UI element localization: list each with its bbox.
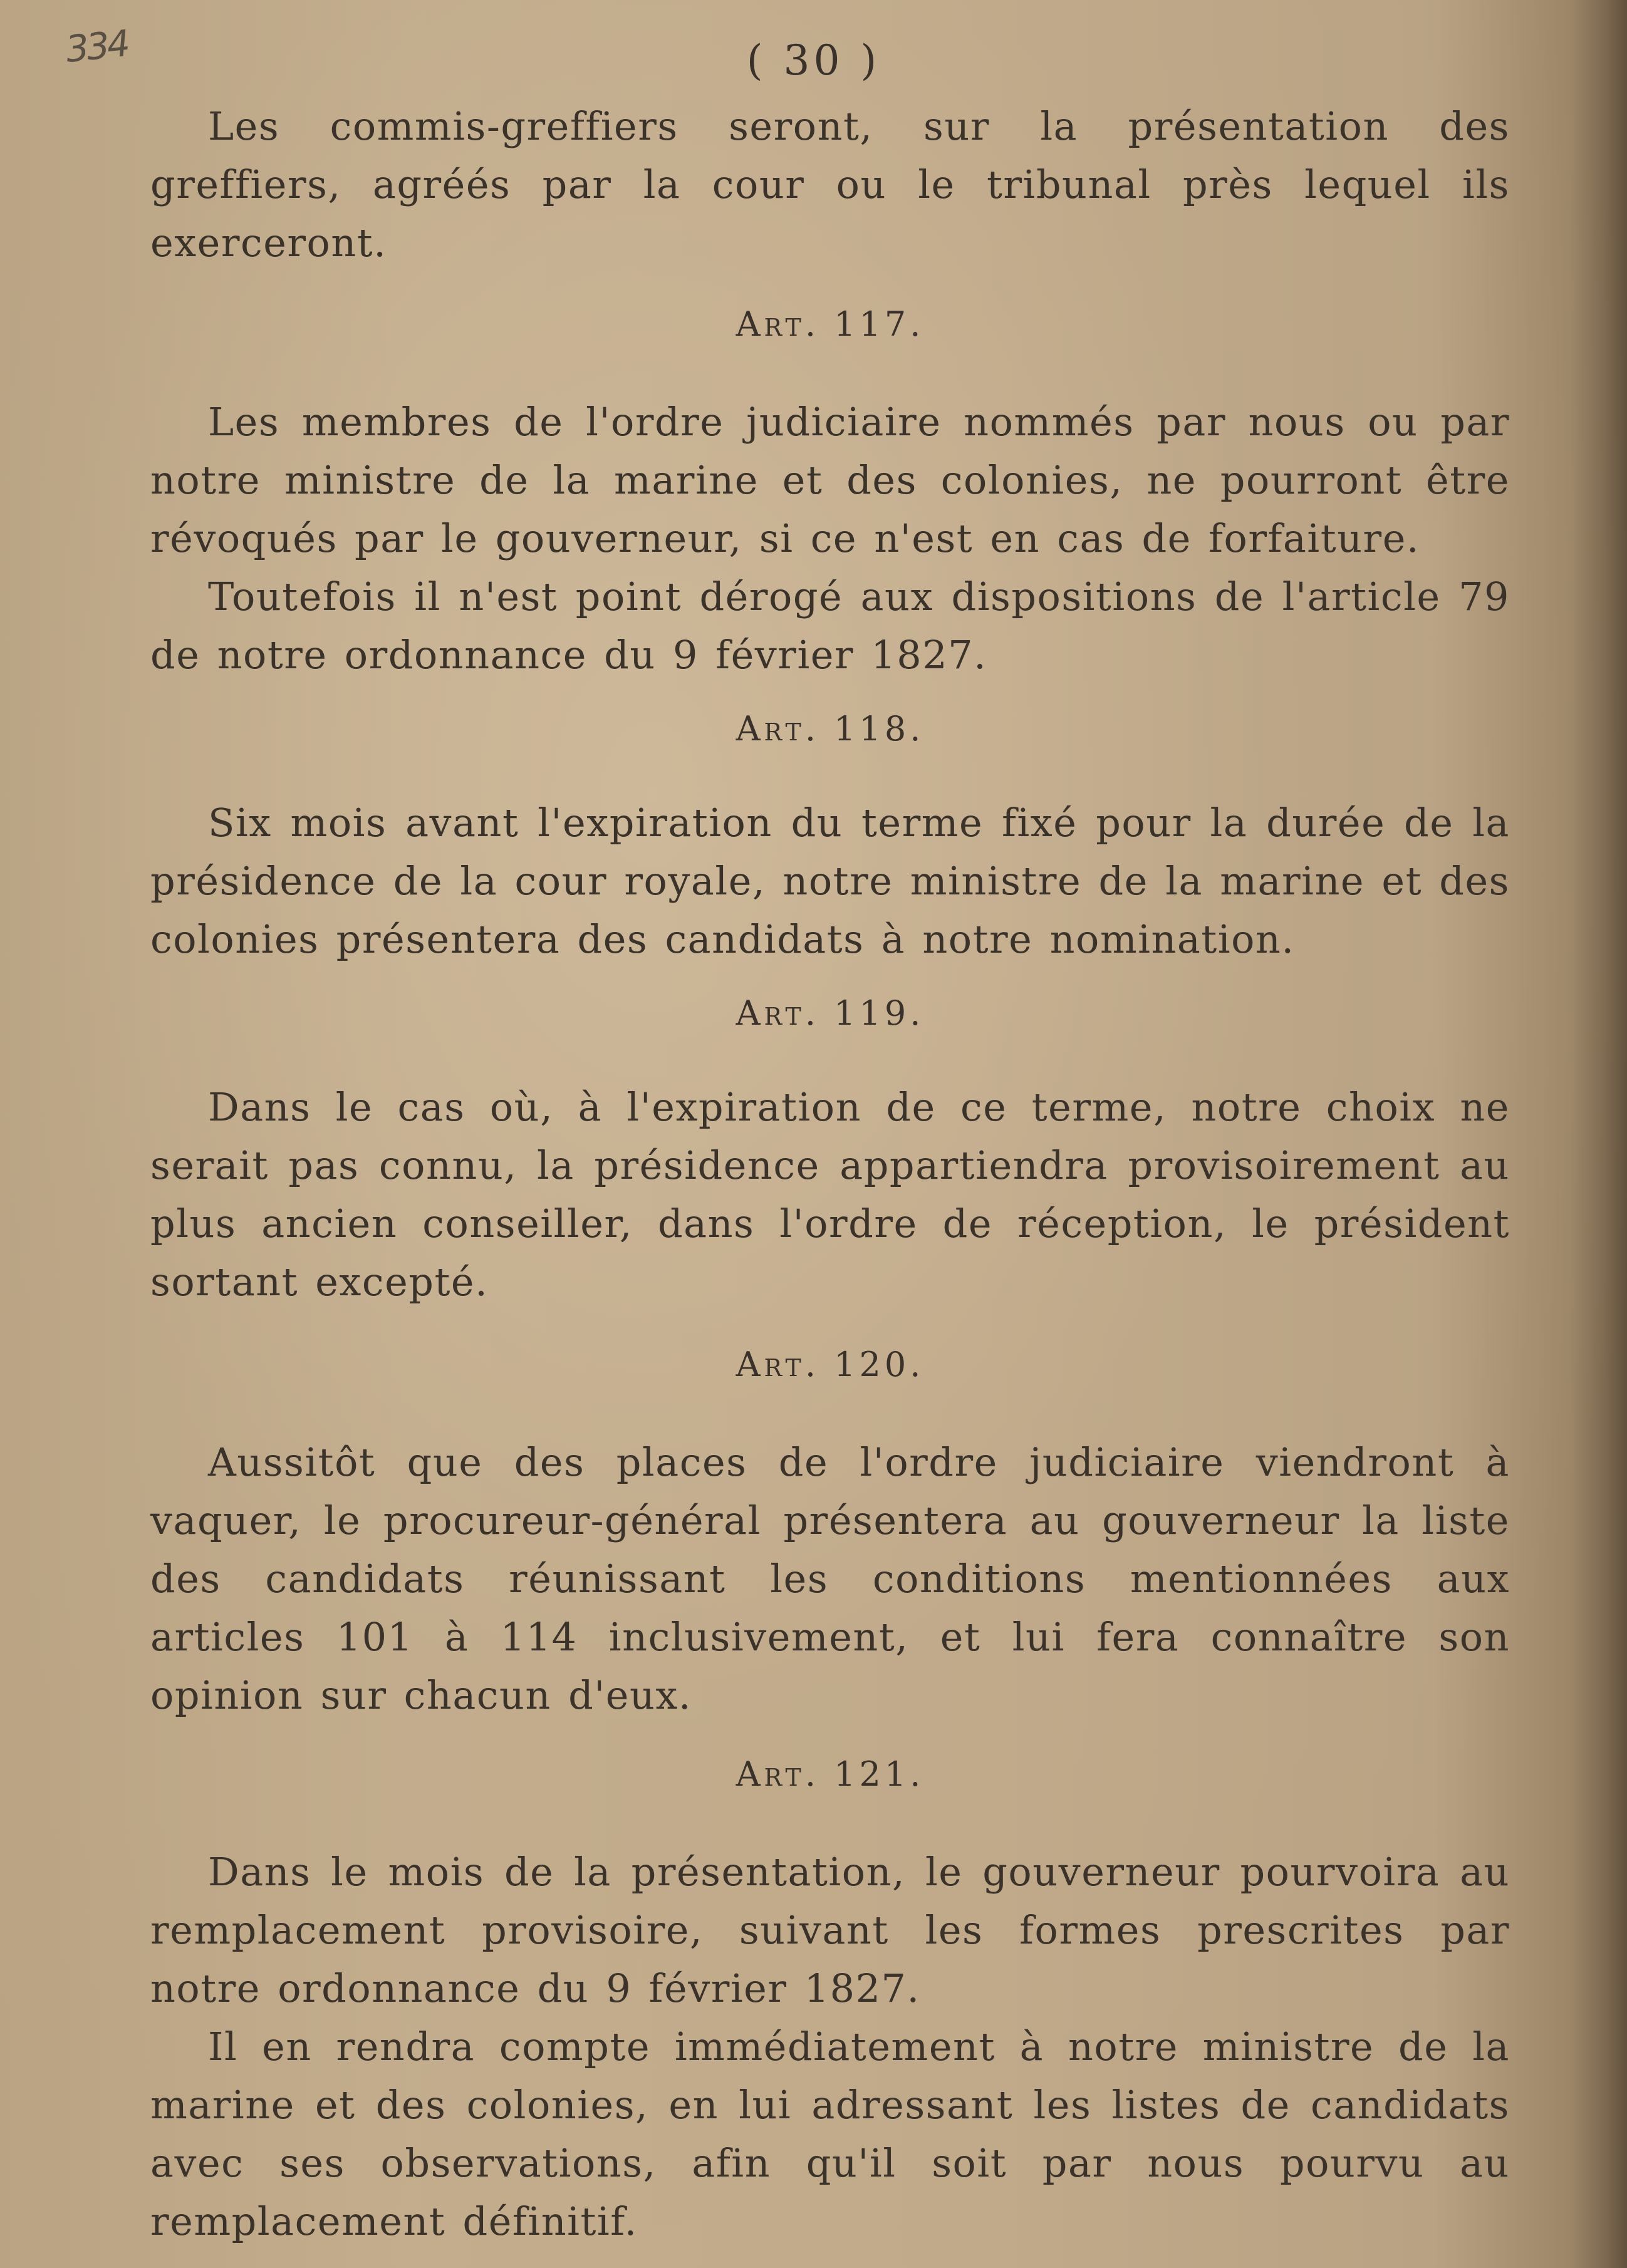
article-paragraph: Dans le cas où, à l'expiration de ce terme, notre choix ne serait pas connu, la présidence appartiendra provisoirement au plus ancien conseiller, dans l'ordre de réception, le président sortant excepté. — [150, 1084, 1510, 1305]
page-edge-shadow — [1571, 0, 1627, 2268]
article-heading: Art. 118. — [736, 709, 925, 748]
article-paragraph: Toutefois il n'est point dérogé aux dispositions de l'article 79 de notre ordonnance du 9 février 1827. — [150, 574, 1510, 678]
article-heading: Art. 120. — [736, 1345, 925, 1384]
document-body — [150, 97, 1510, 2250]
article-paragraph: Il en rendra compte immédiatement à notre ministre de la marine et des colonies, en lui adressant les listes de candidats avec ses observations, afin qu'il soit par nous pourvu au remplacement définitif. — [150, 2024, 1510, 2244]
page-number: ( 30 ) — [746, 36, 881, 85]
article-paragraph: Les membres de l'ordre judiciaire nommés par nous ou par notre ministre de la marine et des colonies, ne pourront être révoqués par le gouverneur, si ce n'est en cas de forfaiture. — [150, 399, 1510, 561]
article-paragraph: Aussitôt que des places de l'ordre judiciaire viendront à vaquer, le procureur-général présentera au gouverneur la liste des candidats réunissant les conditions mentionnées aux articles 101 à 114 inclusivement, et lui fera connaître son opinion sur chacun d'eux. — [150, 1439, 1510, 1718]
pencil-annotation: 334 — [63, 22, 130, 71]
article-paragraph: Six mois avant l'expiration du terme fixé pour la durée de la présidence de la cour royale, notre ministre de la marine et des colonies présentera des candidats à notre nomination. — [150, 800, 1510, 962]
article-heading: Art. 119. — [736, 993, 925, 1033]
article-paragraph: Dans le mois de la présentation, le gouverneur pourvoira au remplacement provisoire, suivant les formes prescrites par notre ordonnance du 9 février 1827. — [150, 1849, 1510, 2011]
intro-paragraph: Les commis-greffiers seront, sur la présentation des greffiers, agréés par la cour ou le tribunal près lequel ils exerceront. — [150, 103, 1510, 266]
article-heading: Art. 121. — [736, 1754, 925, 1794]
article-heading: Art. 117. — [736, 304, 925, 344]
